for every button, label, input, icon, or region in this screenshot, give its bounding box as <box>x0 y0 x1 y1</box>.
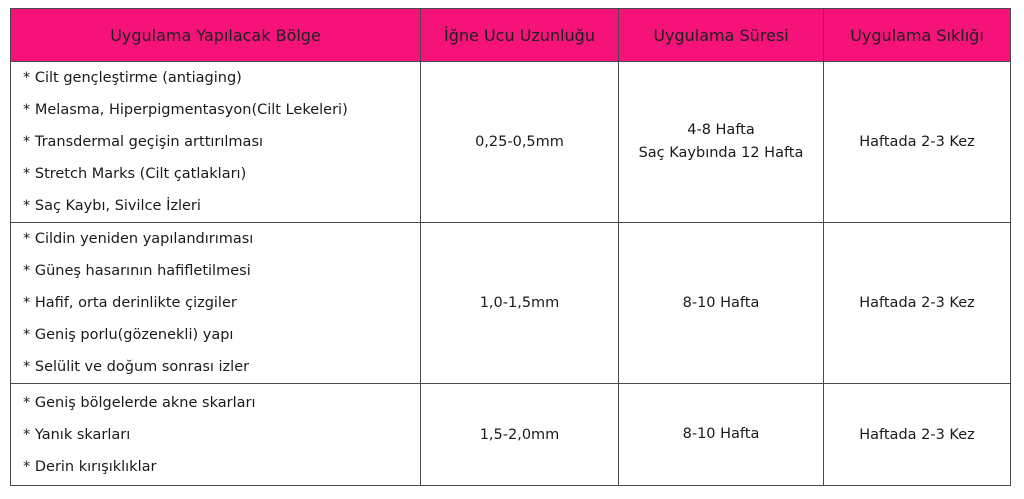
needle-length-cell: 0,25-0,5mm <box>421 62 619 223</box>
header-needle-length: İğne Ucu Uzunluğu <box>421 9 619 62</box>
area-list <box>23 387 420 483</box>
duration-line: 8-10 Hafta <box>682 426 760 442</box>
treatment-table <box>10 8 1011 486</box>
areas-cell <box>11 384 421 486</box>
areas-cell <box>11 62 421 223</box>
frequency-cell: Haftada 2-3 Kez <box>824 62 1011 223</box>
frequency-cell: Haftada 2-3 Kez <box>824 223 1011 384</box>
list-item: * Cildin yeniden yapılandırıması <box>23 231 254 247</box>
duration-cell <box>619 62 824 223</box>
areas-cell <box>11 223 421 384</box>
table-header <box>11 9 1011 62</box>
duration-line: 8-10 Hafta <box>682 294 760 311</box>
needle-length-cell: 1,0-1,5mm <box>421 223 619 384</box>
duration-line: Saç Kaybında 12 Hafta <box>638 145 804 161</box>
table-row <box>11 62 1011 223</box>
duration-cell <box>619 384 824 486</box>
list-item: * Geniş bölgelerde akne skarları <box>23 394 256 411</box>
list-item: * Selülit ve doğum sonrası izler <box>23 359 250 375</box>
list-item: * Güneş hasarının hafifletilmesi <box>23 263 251 279</box>
area-list <box>23 223 420 383</box>
list-item: * Cilt gençleştirme (antiaging) <box>23 70 242 86</box>
header-frequency: Uygulama Sıklığı <box>824 9 1011 62</box>
list-item: * Geniş porlu(gözenekli) yapı <box>23 327 234 343</box>
header-row <box>11 9 1011 62</box>
list-item: * Transdermal geçişin arttırılması <box>23 134 264 150</box>
table-body <box>11 62 1011 486</box>
frequency-cell: Haftada 2-3 Kez <box>824 384 1011 486</box>
table-row <box>11 223 1011 384</box>
table-row <box>11 384 1011 486</box>
list-item: * Melasma, Hiperpigmentasyon(Cilt Lekeleri) <box>23 102 348 118</box>
list-item: * Derin kırışıklıklar <box>23 458 157 475</box>
list-item: * Yanık skarları <box>23 426 131 443</box>
area-list <box>23 62 420 222</box>
duration-cell <box>619 223 824 384</box>
table-container <box>10 8 1011 486</box>
list-item: * Hafif, orta derinlikte çizgiler <box>23 295 237 311</box>
header-application-area: Uygulama Yapılacak Bölge <box>11 9 421 62</box>
list-item: * Saç Kaybı, Sivilce İzleri <box>23 198 201 214</box>
list-item: * Stretch Marks (Cilt çatlakları) <box>23 166 247 182</box>
header-duration: Uygulama Süresi <box>619 9 824 62</box>
needle-length-cell: 1,5-2,0mm <box>421 384 619 486</box>
duration-line: 4-8 Hafta <box>687 122 755 138</box>
